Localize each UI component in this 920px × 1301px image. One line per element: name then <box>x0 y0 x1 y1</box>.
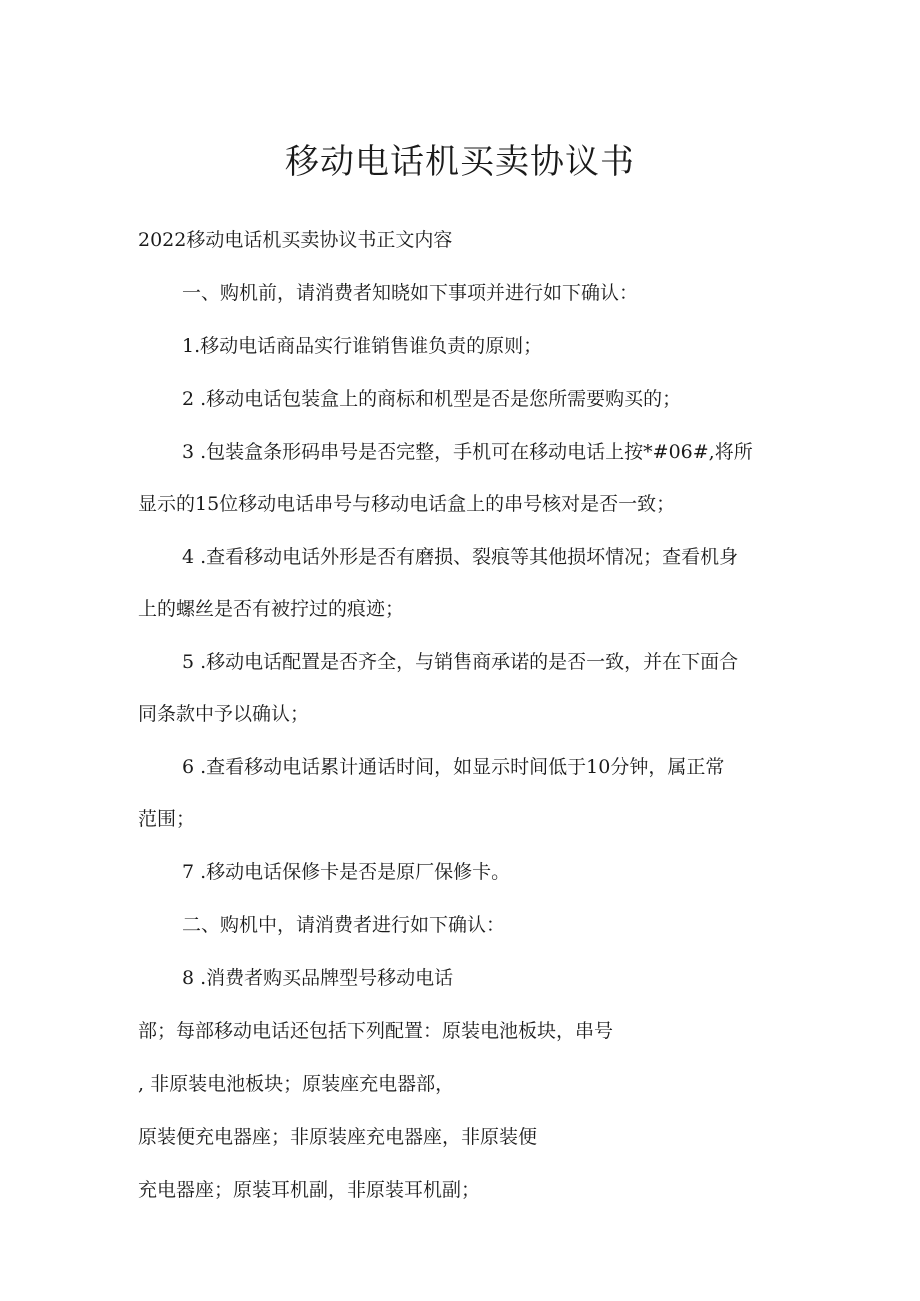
section-heading-2: 二、购机中，请消费者进行如下确认： <box>182 914 506 936</box>
paragraph-item-1: 1.移动电话商品实行谁销售谁负责的原则； <box>182 335 543 357</box>
paragraph-item-6-cont: 范围； <box>138 808 196 830</box>
paragraph-item-3: 3 .包装盒条形码串号是否完整，手机可在移动电话上按*#06#,将所 <box>182 441 753 463</box>
paragraph-item-8-line-5: 充电器座；原装耳机副，非原装耳机副； <box>138 1179 481 1201</box>
paragraph-item-8-line-2: 部；每部移动电话还包括下列配置：原装电池板块，串号 <box>138 1020 614 1042</box>
document-title: 移动电话机买卖协议书 <box>285 142 635 182</box>
paragraph-item-8: 8 .消费者购买品牌型号移动电话 <box>182 967 454 989</box>
paragraph-item-3-cont: 显示的15位移动电话串号与移动电话盒上的串号核对是否一致； <box>138 493 676 515</box>
document-body <box>138 228 783 1231</box>
paragraph-item-2: 2 .移动电话包装盒上的商标和机型是否是您所需要购买的； <box>182 388 682 410</box>
paragraph-item-4: 4 .查看移动电话外形是否有磨损、裂痕等其他损坏情况；查看机身 <box>182 546 739 568</box>
paragraph-item-5: 5 .移动电话配置是否齐全，与销售商承诺的是否一致，并在下面合 <box>182 651 739 673</box>
paragraph-item-5-cont: 同条款中予以确认； <box>138 703 310 725</box>
paragraph-item-8-line-3: , 非原装电池板块；原装座充电器部， <box>138 1073 455 1095</box>
paragraph-item-6: 6 .查看移动电话累计通话时间，如显示时间低于10分钟，属正常 <box>182 756 725 778</box>
paragraph-item-7: 7 .移动电话保修卡是否是原厂保修卡。 <box>182 861 511 883</box>
subtitle-line: 2022移动电话机买卖协议书正文内容 <box>138 229 453 251</box>
paragraph-item-4-cont: 上的螺丝是否有被拧过的痕迹； <box>138 598 405 620</box>
section-heading-1: 一、购机前，请消费者知晓如下事项并进行如下确认： <box>182 282 639 304</box>
paragraph-item-8-line-4: 原装便充电器座；非原装座充电器座，非原装便 <box>138 1126 538 1148</box>
